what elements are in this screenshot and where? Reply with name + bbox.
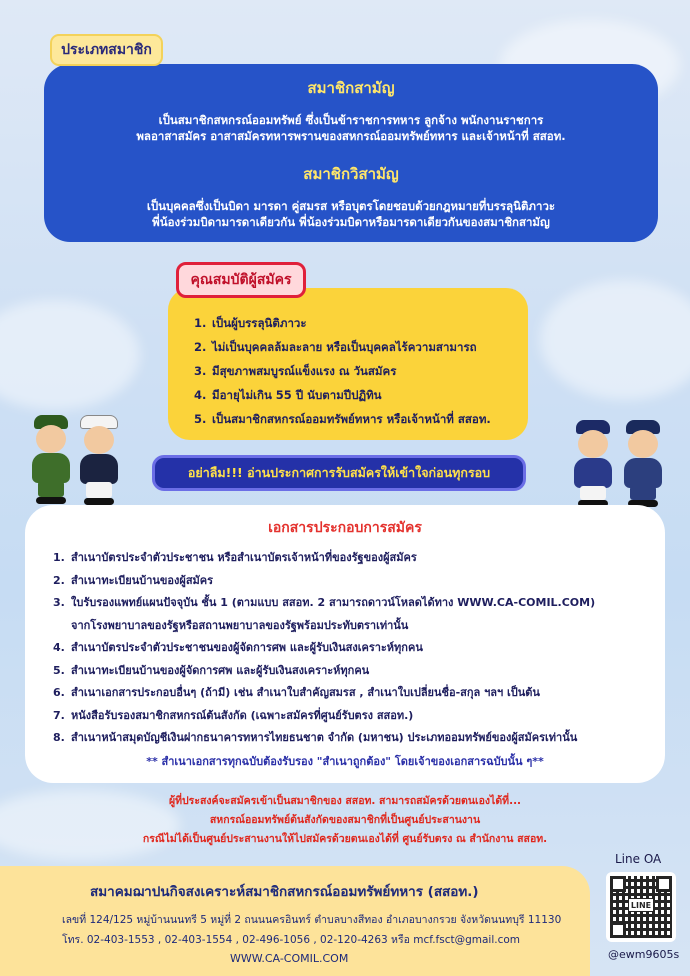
line-oa-label: Line OA [615,852,662,866]
member-types-tag: ประเภทสมาชิก [50,34,163,66]
address-text: เลขที่ 124/125 หมู่บ้านนนทรี 5 หมู่ที่ 2 ถนนนครอินทร์ ตำบลบางสีทอง อำเภอบางกรวย จังหวัดนนทบุรี 11130 [62,914,562,926]
document-item: 2. สำเนาทะเบียนบ้านของผู้สมัคร [53,573,214,587]
navy-sailor-figure [570,420,616,508]
qualifications-list [194,312,528,432]
regular-member-line2: พลอาสาสมัคร อาสาสมัครทหารพรานของสหกรณ์ออมทรัพย์ทหาร และเจ้าหน้าที่ สสอท. [136,129,566,143]
regular-member-line1: เป็นสมาชิกสหกรณ์ออมทรัพย์ ซึ่งเป็นข้าราชการทหาร ลูกจ้าง พนักงานราชการ [158,113,544,127]
location-note-line1: ผู้ที่ประสงค์จะสมัครเข้าเป็นสมาชิกของ สสอท. สามารถสมัครด้วยตนเองได้ที่... [168,795,522,807]
qualification-item: 5. เป็นสมาชิกสหกรณ์ออมทรัพย์ทหาร หรือเจ้าหน้าที่ สสอท. [194,412,491,426]
navy-officer-figure [76,415,122,507]
regular-member-title: สมาชิกสามัญ [307,79,395,97]
document-item: 8. สำเนาหน้าสมุดบัญชีเงินฝากธนาคารทหารไทยธนชาต จำกัด (มหาชน) ประเภทออมทรัพย์ของผู้สมัครเท่านั้น [53,731,578,744]
qr-code-icon [610,876,672,938]
document-item: 4. สำเนาบัตรประจำตัวประชาชนของผู้จัดการศพ และผู้รับเงินสงเคราะห์ทุกคน [53,641,423,654]
cloud-decoration [0,300,140,410]
qualification-item: 1. เป็นผู้บรรลุนิติภาวะ [194,316,307,330]
documents-list [53,547,665,750]
document-item: 1. สำเนาบัตรประจำตัวประชาชน หรือสำเนาบัตรเจ้าหน้าที่ของรัฐของผู้สมัคร [53,551,417,564]
contact-footer [0,866,590,976]
associate-member-line1: เป็นบุคคลซึ่งเป็นบิดา มารดา คู่สมรส หรือบุตรโดยชอบด้วยกฎหมายที่บรรลุนิติภาวะ [146,199,556,213]
associate-member-title: สมาชิกวิสามัญ [303,165,399,183]
documents-title: เอกสารประกอบการสมัคร [268,520,422,536]
member-types-panel [44,64,658,242]
associate-member-line2: พี่น้องร่วมบิดามารดาเดียวกัน พี่น้องร่วมบิดาหรือมารดาเดียวกันของสมาชิกสามัญ [152,215,550,229]
line-id-text: @ewm9605s [608,948,680,961]
line-qr-code[interactable] [606,872,676,942]
qualification-item: 2. ไม่เป็นบุคคลล้มละลาย หรือเป็นบุคคลไร้ความสามารถ [194,340,477,354]
document-item: 5. สำเนาทะเบียนบ้านของผู้จัดการศพ และผู้รับเงินสงเคราะห์ทุกคน [53,663,370,677]
phone-email-text: โทร. 02-403-1553 , 02-403-1554 , 02-496-1056 , 02-120-4263 หรือ mcf.fsct@gmail.com [62,934,521,946]
documents-note: ** สำเนาเอกสารทุกฉบับต้องรับรอง "สำเนาถูกต้อง" โดยเจ้าของเอกสารฉบับนั้น ๆ** [146,754,544,768]
application-location-note [90,792,600,849]
qualification-item: 4. มีอายุไม่เกิน 55 ปี นับตามปีปฏิทิน [194,388,382,402]
organization-name: สมาคมฌาปนกิจสงเคราะห์สมาชิกสหกรณ์ออมทรัพย์ทหาร (สสอท.) [90,884,479,900]
document-item: 7. หนังสือรับรองสมาชิกสหกรณ์ต้นสังกัด (เฉพาะสมัครที่ศูนย์รับตรง สสอท.) [53,708,414,722]
army-soldier-figure [28,415,74,505]
document-item: 6. สำเนาเอกสารประกอบอื่นๆ (ถ้ามี) เช่น สำเนาใบสำคัญสมรส , สำเนาใบเปลี่ยนชื่อ-สกุล ฯลฯ เป็นต้น [53,686,540,699]
qualification-item: 3. มีสุขภาพสมบูรณ์แข็งแรง ณ วันสมัคร [194,364,397,378]
documents-panel [25,505,665,783]
reminder-banner: อย่าลืม!!! อ่านประกาศการรับสมัครให้เข้าใจก่อนทุกรอบ [152,455,526,491]
line-logo-icon: LINE [628,898,654,912]
cloud-decoration [540,280,690,400]
qualifications-tag: คุณสมบัติผู้สมัคร [176,262,306,298]
document-item: 3. ใบรับรองแพทย์แผนปัจจุบัน ชั้น 1 (ตามแบบ สสอท. 2 สามารถดาวน์โหลดได้ทาง WWW.CA-COMIL.COM) จากโรงพยาบาลของรัฐหรือสถานพยาบาลของรัฐพร้อมประทับตราเท่านั้น [53,596,596,632]
qualifications-panel [168,288,528,440]
location-note-line2: สหกรณ์ออมทรัพย์ต้นสังกัดของสมาชิกที่เป็นศูนย์ประสานงาน [209,814,481,826]
website-link[interactable]: WWW.CA-COMIL.COM [230,952,349,965]
location-note-line3: กรณีไม่ได้เป็นศูนย์ประสานงานให้ไปสมัครด้วยตนเองได้ที่ ศูนย์รับตรง ณ สำนักงาน สสอท. [142,833,548,845]
air-force-figure [620,420,666,508]
